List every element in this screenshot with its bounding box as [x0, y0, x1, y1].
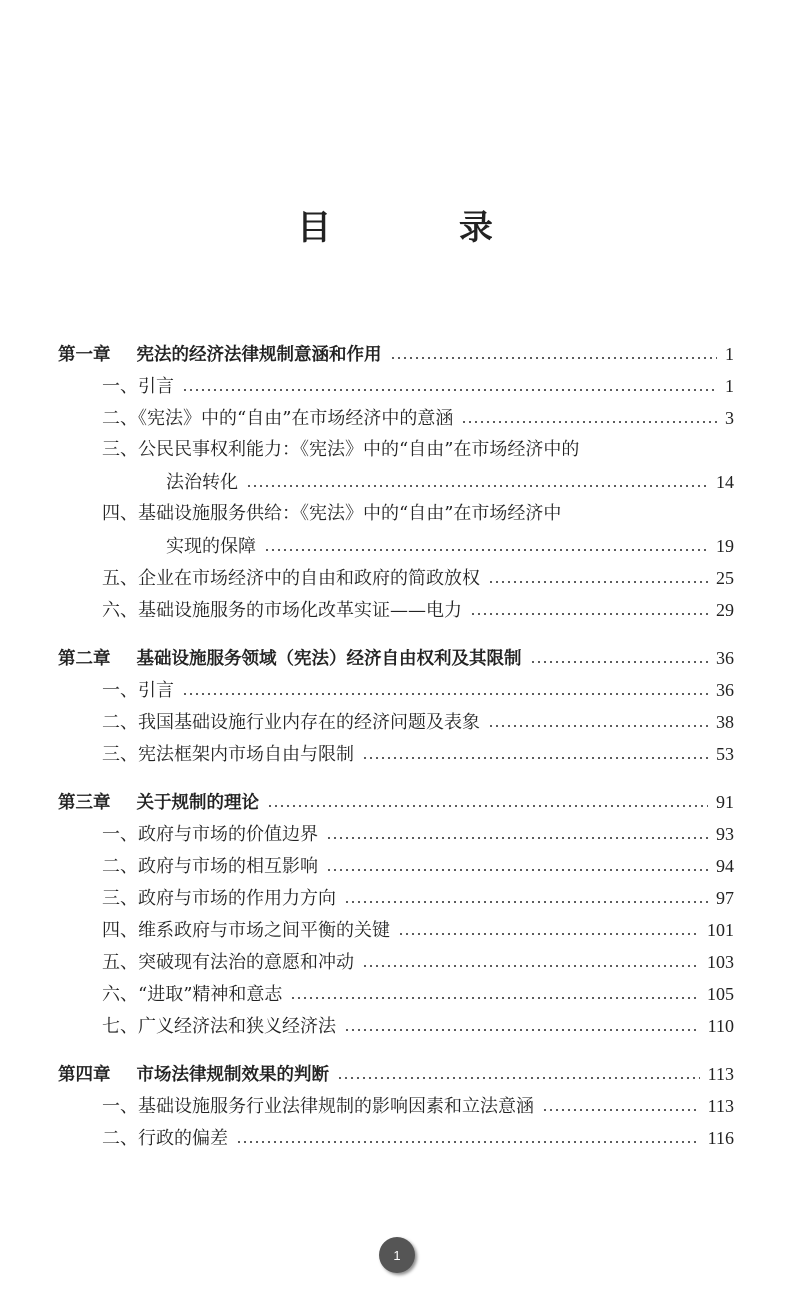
toc-entry-first-line[interactable] — [58, 434, 734, 466]
chapter-2 — [58, 642, 734, 770]
section-title: 二、我国基础设施行业内存在的经济问题及表象 — [102, 712, 480, 733]
toc-entry[interactable] — [58, 370, 734, 402]
section-title: 六、“进取”精神和意志 — [102, 984, 283, 1005]
section-title: 一、政府与市场的价值边界 — [102, 824, 318, 845]
toc-entry[interactable] — [58, 1010, 734, 1042]
chapter-number: 第二章 — [58, 649, 111, 669]
table-of-contents — [58, 338, 734, 1170]
section-title: 二、行政的偏差 — [102, 1128, 228, 1149]
toc-entry-continuation[interactable] — [58, 530, 734, 562]
page-ref: 38 — [716, 712, 734, 732]
page-ref: 93 — [716, 824, 734, 844]
section-title: 三、宪法框架内市场自由与限制 — [102, 744, 354, 765]
page-ref: 53 — [716, 744, 734, 764]
dot-leader — [344, 901, 708, 903]
dot-leader — [542, 1109, 700, 1111]
dot-leader — [182, 389, 717, 391]
page-ref: 36 — [716, 648, 734, 668]
page-number-badge: 1 — [379, 1237, 415, 1273]
toc-entry-continuation[interactable] — [58, 466, 734, 498]
page-ref: 3 — [725, 408, 734, 428]
toc-entry[interactable] — [58, 594, 734, 626]
section-title: 二、政府与市场的相互影响 — [102, 856, 318, 877]
toc-entry[interactable] — [58, 738, 734, 770]
toc-entry[interactable] — [58, 402, 734, 434]
chapter-title: 宪法的经济法律规制意涵和作用 — [136, 345, 382, 365]
page-title: 目 录 — [297, 208, 551, 248]
dot-leader — [362, 757, 708, 759]
section-title-continued: 实现的保障 — [166, 536, 256, 557]
chapter-number: 第一章 — [58, 345, 111, 365]
section-title: 一、引言 — [102, 680, 174, 701]
chapter-title: 基础设施服务领域（宪法）经济自由权利及其限制 — [136, 649, 522, 669]
toc-entry[interactable] — [58, 978, 734, 1010]
page-ref: 14 — [716, 472, 734, 492]
dot-leader — [390, 357, 718, 359]
toc-entry[interactable] — [58, 1122, 734, 1154]
toc-entry[interactable] — [58, 562, 734, 594]
dot-leader — [290, 997, 699, 999]
dot-leader — [470, 613, 708, 615]
toc-entry[interactable] — [58, 850, 734, 882]
dot-leader — [267, 805, 708, 807]
section-title-continued: 法治转化 — [166, 472, 238, 493]
dot-leader — [398, 933, 699, 935]
dot-leader — [326, 869, 708, 871]
chapter-heading[interactable] — [58, 786, 734, 818]
dot-leader — [337, 1077, 700, 1079]
chapter-number: 第四章 — [58, 1065, 111, 1085]
dot-leader — [488, 581, 708, 583]
toc-entry[interactable] — [58, 674, 734, 706]
page-ref: 105 — [707, 984, 734, 1004]
section-title: 二、《宪法》中的“自由”在市场经济中的意涵 — [102, 408, 454, 429]
toc-entry[interactable] — [58, 882, 734, 914]
section-title: 五、突破现有法治的意愿和冲动 — [102, 952, 354, 973]
dot-leader — [246, 485, 708, 487]
chapter-4 — [58, 1058, 734, 1154]
page-ref: 116 — [707, 1128, 734, 1148]
page-ref: 97 — [716, 888, 734, 908]
section-title: 六、基础设施服务的市场化改革实证——电力 — [102, 600, 462, 621]
toc-entry[interactable] — [58, 914, 734, 946]
dot-leader — [362, 965, 699, 967]
toc-entry[interactable] — [58, 818, 734, 850]
section-title: 七、广义经济法和狭义经济法 — [102, 1016, 336, 1037]
toc-entry[interactable] — [58, 946, 734, 978]
dot-leader — [488, 725, 708, 727]
page-ref: 29 — [716, 600, 734, 620]
page-ref: 1 — [725, 344, 734, 364]
section-title: 一、基础设施服务行业法律规制的影响因素和立法意涵 — [102, 1096, 534, 1117]
section-title: 四、维系政府与市场之间平衡的关键 — [102, 920, 390, 941]
chapter-heading[interactable] — [58, 642, 734, 674]
chapter-title: 关于规制的理论 — [136, 793, 259, 813]
chapter-heading[interactable] — [58, 1058, 734, 1090]
dot-leader — [182, 693, 708, 695]
section-title: 一、引言 — [102, 376, 174, 397]
page-ref: 113 — [707, 1096, 734, 1116]
page-ref: 94 — [716, 856, 734, 876]
page-ref: 113 — [707, 1064, 734, 1084]
page-ref: 1 — [725, 376, 734, 396]
toc-entry-first-line[interactable] — [58, 498, 734, 530]
toc-entry[interactable] — [58, 1090, 734, 1122]
page-ref: 103 — [707, 952, 734, 972]
section-title: 四、基础设施服务供给：《宪法》中的“自由”在市场经济中 — [102, 503, 562, 524]
section-title: 五、企业在市场经济中的自由和政府的简政放权 — [102, 568, 480, 589]
page-ref: 36 — [716, 680, 734, 700]
chapter-title: 市场法律规制效果的判断 — [136, 1065, 329, 1085]
chapter-1 — [58, 338, 734, 626]
dot-leader — [344, 1029, 700, 1031]
section-title: 三、政府与市场的作用力方向 — [102, 888, 336, 909]
toc-entry[interactable] — [58, 706, 734, 738]
dot-leader — [326, 837, 708, 839]
dot-leader — [264, 549, 708, 551]
dot-leader — [461, 421, 717, 423]
chapter-3 — [58, 786, 734, 1042]
dot-leader — [530, 661, 709, 663]
page-ref: 101 — [707, 920, 734, 940]
chapter-number: 第三章 — [58, 793, 111, 813]
page-ref: 91 — [716, 792, 734, 812]
dot-leader — [236, 1141, 700, 1143]
page-ref: 25 — [716, 568, 734, 588]
page-ref: 110 — [707, 1016, 734, 1036]
section-title: 三、公民民事权利能力：《宪法》中的“自由”在市场经济中的 — [102, 439, 580, 460]
chapter-heading[interactable] — [58, 338, 734, 370]
page-ref: 19 — [716, 536, 734, 556]
